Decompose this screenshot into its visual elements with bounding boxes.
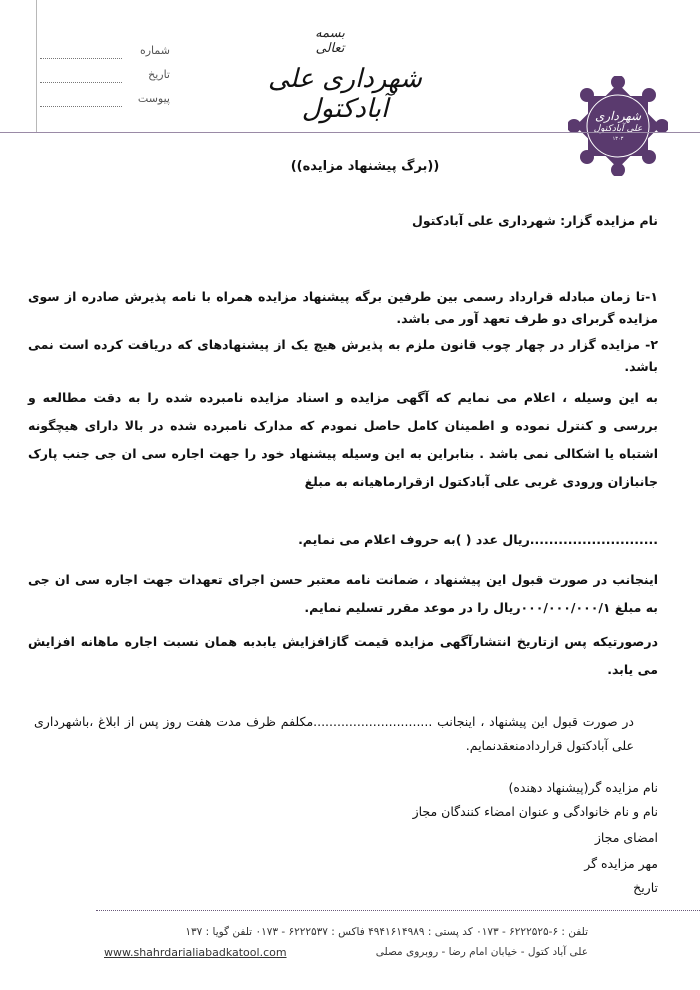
municipality-title: شهرداری علی آبادکتول	[268, 64, 422, 124]
emblem-text	[568, 76, 668, 176]
municipality-emblem	[568, 76, 668, 176]
meta-attachment-row	[40, 92, 170, 116]
paragraph-amount: ...........................ریال عدد ( )به حروف اعلام می نمایم.	[298, 532, 658, 547]
paragraph-contract: در صورت قبول این پیشنهاد ، اینجانب ..............................مکلفم ظرف مدت هفت روز پس از ابلاغ ،باشهرداری علی آبادکتول قراردادمنعقدنمایم.	[34, 714, 634, 753]
meta-number-line	[40, 58, 122, 59]
footer-contacts: تلفن : ۶-۶۲۲۲۵۲۵ - ۰۱۷۳ کد پستی : ۴۹۴۱۶۱۴۹۸۹ فاکس : ۶۲۲۲۵۳۷ - ۰۱۷۳ تلفن گویا : ۱۳۷	[185, 926, 588, 938]
letter-meta-fields	[40, 44, 170, 116]
meta-number-row	[40, 44, 170, 68]
signature-authorized-names: نام و نام خانوادگی و عنوان امضاء کنندگان مجاز	[412, 804, 658, 819]
organizer-line: نام مزایده گزار: شهرداری علی آبادکتول	[411, 213, 658, 228]
header-side-rule	[36, 0, 37, 132]
meta-attachment-label: پیوست	[137, 92, 170, 105]
meta-date-line	[40, 82, 122, 83]
basmala: بسمه تعالی	[315, 26, 345, 56]
meta-date-row	[40, 68, 170, 92]
signature-proposer-name: نام مزایده گر(پیشنهاد دهنده)	[508, 780, 658, 795]
footer-address: علی آباد کتول - خیابان امام رضا - روبروی مصلی	[375, 946, 588, 958]
paragraph-guarantee: اینجانب در صورت قبول این پیشنهاد ، ضمانت نامه معتبر حسن اجرای تعهدات جهت اجاره سی ان جی به مبلغ ۰۰۰/۰۰۰/۰۰۰/۱ریال را در موعد مقرر تسلیم نمایم.	[28, 572, 658, 615]
signature-date: تاریخ	[633, 880, 658, 895]
footer-website-link[interactable]: www.shahrdarialiabadkatool.com	[104, 946, 287, 959]
meta-number-label: شماره	[139, 44, 170, 57]
form-title: ((برگ پیشنهاد مزایده))	[290, 159, 440, 174]
footer-divider	[96, 910, 700, 911]
header-divider	[0, 132, 700, 133]
paragraph-1: ۱-تا زمان مبادله قرارداد رسمی بین طرفین برگه پیشنهاد مزایده همراه با نامه پذیرش صادره از سوی مزایده گربرای دو طرف تعهد آور می باشد.	[28, 289, 658, 326]
meta-attachment-line	[40, 106, 122, 107]
emblem-line-1: شهرداری	[594, 109, 642, 123]
paragraph-price-adjustment: درصورتیکه پس ازتاریخ انتشارآگهی مزایده قیمت گازافزایش یابدبه همان نسبت اجاره ماهانه افزایش می یابد.	[28, 634, 658, 677]
meta-date-label: تاریخ	[148, 68, 170, 81]
paragraph-2: ۲- مزایده گزار در چهار چوب قانون ملزم به پذیرش هیچ یک از پیشنهادهای که دریافت کرده است نمی باشد.	[28, 337, 658, 374]
paragraph-3: به این وسیله ، اعلام می نمایم که آگهی مزایده و اسناد مزایده نامبرده شده را به دقت مطالعه و بررسی و کنترل نموده و اطمینان کامل حاصل نمودم که مدارک نامبرده شده در بالا دارای هیچگونه اشتباه یا اشکالی نمی باشد . بنابراین به این وسیله پیشنهاد خود را جهت اجاره سی ان جی جنب پارک جانبازان ورودی غربی علی آبادکتول ازقرارماهیانه به مبلغ	[28, 390, 658, 489]
signature-authorized-sign: امضای مجاز	[594, 830, 658, 845]
emblem-line-3: ۱۳۰۳	[612, 136, 624, 142]
emblem-line-2: علی آبادکتول	[593, 124, 643, 134]
signature-seal: مهر مزایده گر	[584, 856, 658, 871]
